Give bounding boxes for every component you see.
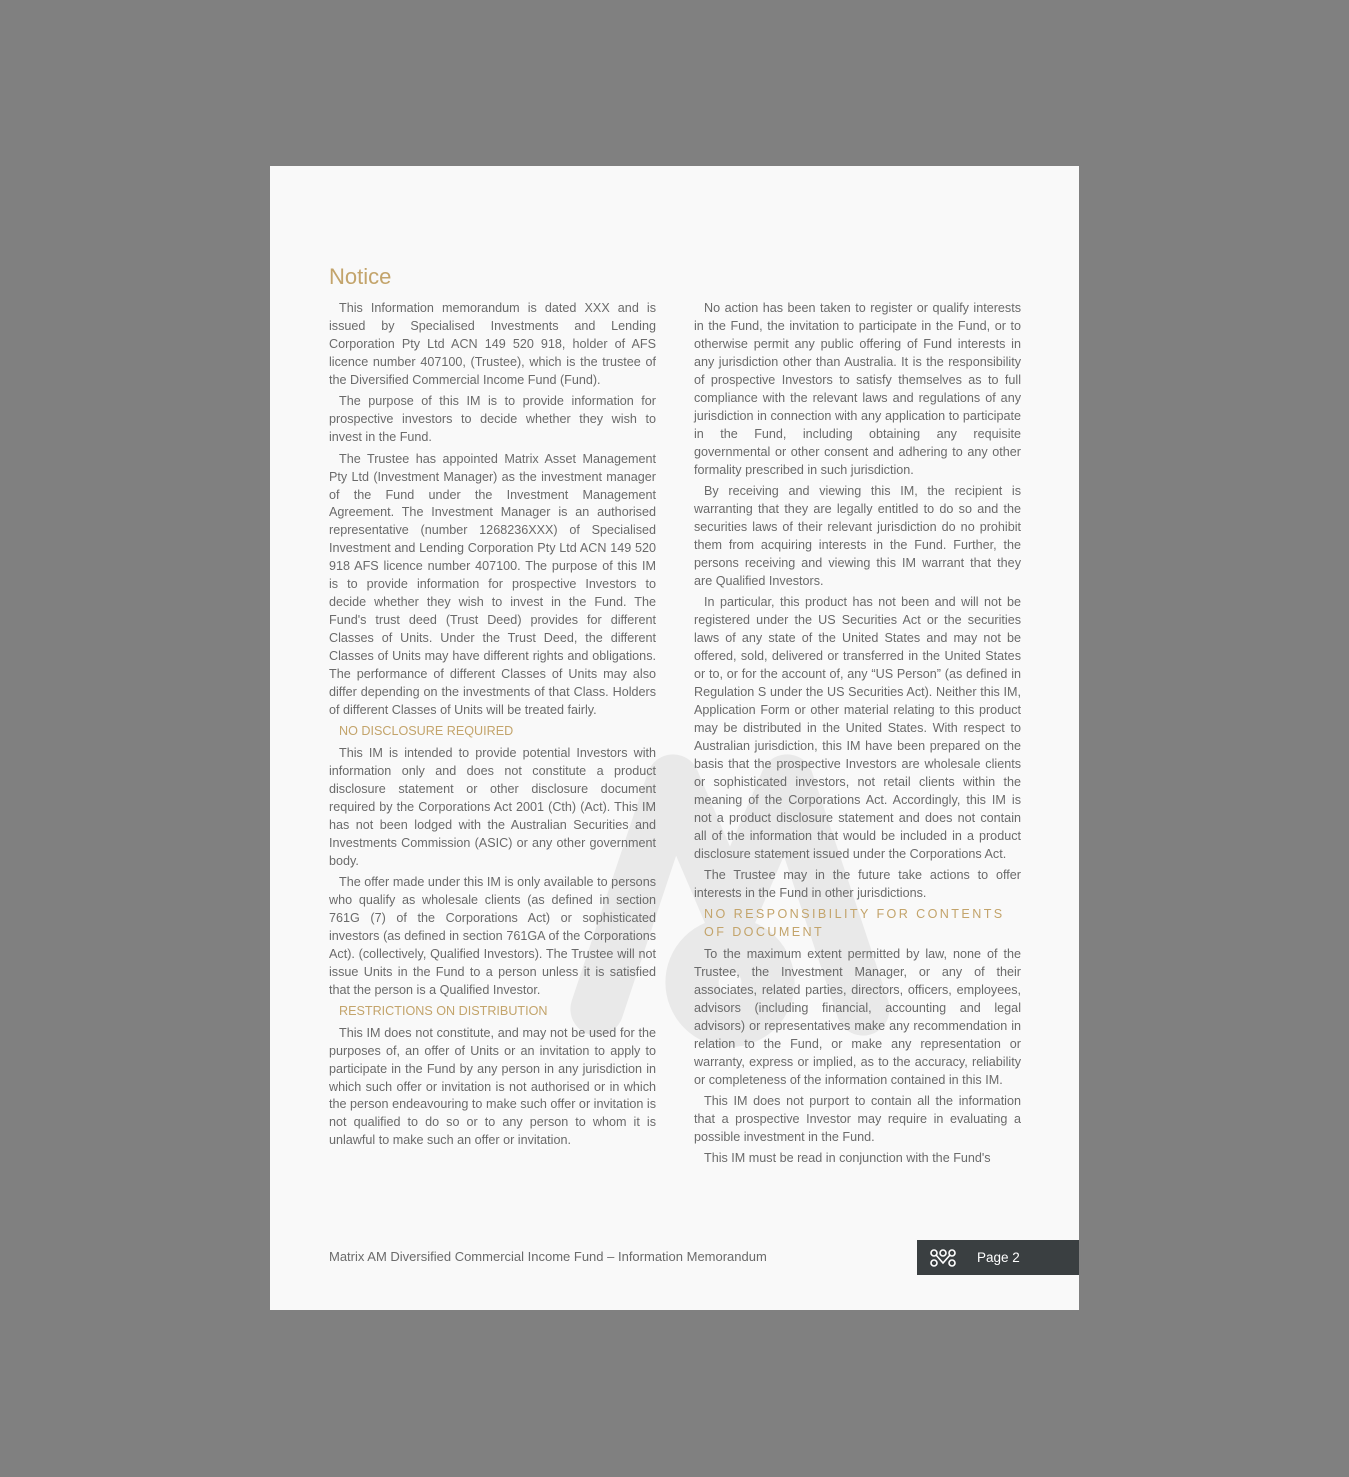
section-heading: NO DISCLOSURE REQUIRED	[339, 724, 514, 739]
left-column	[329, 300, 656, 1154]
section-heading: NO RESPONSIBILITY FOR CONTENTS OF DOCUMENT	[704, 907, 1005, 940]
body-paragraph: This IM is intended to provide potential Investors with information only and does not constitute a product disclosure statement or other disclosure document required by the Corporations Act 2001 (Cth) (Act). This IM has not been lodged with the Australian Securities and Investments Commission (ASIC) or any other government body.	[329, 745, 656, 868]
body-paragraph: This IM does not constitute, and may not be used for the purposes of, an offer of Units or an invitation to apply to participate in the Fund by any person in any jurisdiction in which such offer or invitation is not authorised or in which the person endeavouring to make such offer or invitation is not qualified to do so or to any person to whom it is unlawful to make such an offer or invitation.	[329, 1025, 656, 1148]
page-title: Notice	[329, 264, 392, 289]
page-number: Page 2	[977, 1250, 1020, 1265]
document-page	[270, 166, 1079, 1310]
footer-document-title: Matrix AM Diversified Commercial Income Fund – Information Memorandum	[329, 1249, 767, 1264]
body-paragraph: The Trustee may in the future take actions to offer interests in the Fund in other jurisdictions.	[694, 868, 1021, 900]
body-paragraph: This IM must be read in conjunction with the Fund's	[704, 1151, 991, 1166]
right-column	[694, 300, 1021, 1172]
body-paragraph: In particular, this product has not been and will not be registered under the US Securities Act or the securities laws of any state of the United States and may not be offered, sold, delivered or transferred in the United States or to, or for the account of, any “US Person” (as defined in Regulation S under the US Securities Act). Neither this IM, Application Form or other material relating to this product may be distributed in the United States. With respect to Australian jurisdiction, this IM have been prepared on the basis that the prospective Investors are wholesale clients or sophisticated investors, not retail clients within the meaning of the Corporations Act. Accordingly, this IM is not a product disclosure statement and does not contain all of the information that would be included in a product disclosure statement issued under the Corporations Act.	[694, 595, 1021, 861]
body-paragraph: This IM does not purport to contain all the information that a prospective Investor may require in evaluating a possible investment in the Fund.	[694, 1093, 1021, 1144]
body-paragraph: The Trustee has appointed Matrix Asset Management Pty Ltd (Investment Manager) as the investment manager of the Fund under the Investment Management Agreement. The Investment Manager is an authorised representative (number 1268236XXX) of Specialised Investment and Lending Corporation Pty Ltd ACN 149 520 918 AFS licence number 407100. The purpose of this IM is to provide information for prospective Investors to decide whether they wish to invest in the Fund. The Fund's trust deed (Trust Deed) provides for different Classes of Units. Under the Trust Deed, the different Classes of Units may have different rights and obligations. The performance of different Classes of Units may also differ depending on the investments of that Class. Holders of different Classes of Units will be treated fairly.	[329, 451, 656, 717]
body-paragraph: The offer made under this IM is only available to persons who qualify as wholesale clients (as defined in section 761G (7) of the Corporations Act) or sophisticated investors (as defined in section 761GA of the Corporations Act). (collectively, Qualified Investors). The Trustee will not issue Units in the Fund to a person unless it is satisfied that the person is a Qualified Investor.	[329, 875, 656, 997]
section-heading: RESTRICTIONS ON DISTRIBUTION	[339, 1004, 548, 1019]
body-paragraph: No action has been taken to register or qualify interests in the Fund, the invitation to participate in the Fund, or to otherwise permit any public offering of Fund interests in any jurisdiction other than Australia. It is the responsibility of prospective Investors to satisfy themselves as to full compliance with the relevant laws and regulations of any jurisdiction in connection with any application to participate in the Fund, including obtaining any requisite governmental or other consent and adhering to any other formality prescribed in such jurisdiction.	[694, 301, 1021, 477]
body-paragraph: By receiving and viewing this IM, the recipient is warranting that they are legally entitled to do so and the securities laws of their relevant jurisdiction do no prohibit them from acquiring interests in the Fund. Further, the persons receiving and viewing this IM warrant that they are Qualified Investors.	[694, 484, 1021, 588]
page-number-badge	[917, 1240, 1079, 1275]
matrix-logo-icon	[929, 1248, 957, 1268]
body-paragraph: This Information memorandum is dated XXX and is issued by Specialised Investments and Lending Corporation Pty Ltd ACN 149 520 918, holder of AFS licence number 407100, (Trustee), which is the trustee of the Diversified Commercial Income Fund (Fund).	[329, 301, 656, 387]
body-paragraph: To the maximum extent permitted by law, none of the Trustee, the Investment Manager, or any of their associates, related parties, directors, officers, employees, advisors (including financial, accounting and legal advisors) or representatives make any recommendation in relation to the Fund, or make any representation or warranty, express or implied, as to the accuracy, reliability or completeness of the information contained in this IM.	[694, 946, 1021, 1087]
body-paragraph: The purpose of this IM is to provide information for prospective investors to decide whether they wish to invest in the Fund.	[329, 394, 656, 445]
